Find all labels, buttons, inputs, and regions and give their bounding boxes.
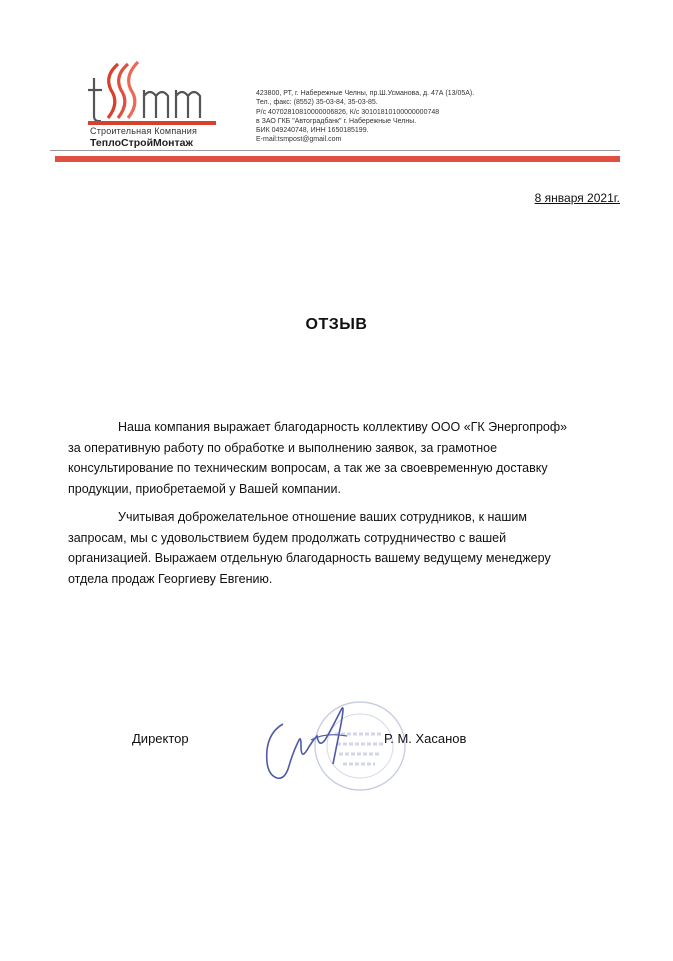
paragraph-line: отдела продаж Георгиеву Евгению. <box>68 571 273 586</box>
document-date: 8 января 2021г. <box>534 191 620 205</box>
paragraph-2 <box>68 507 628 589</box>
paragraph-line: Наша компания выражает благодарность коллективу ООО «ГК Энергопроф» <box>118 420 568 434</box>
contact-bank-account: Р/с 40702810810000006826, К/с 30101810100000000748 <box>256 108 440 116</box>
paragraph-line: продукции, приобретаемой у Вашей компании. <box>68 481 341 496</box>
signatory-name: Р. М. Хасанов <box>384 731 467 746</box>
paragraph-line: за оперативную работу по обработке и выполнению заявок, за грамотное <box>68 440 498 455</box>
header-divider-thin <box>50 150 620 151</box>
paragraph-line: консультирование по техническим вопросам, а так же за своевременную доставку <box>68 461 548 475</box>
logo-company-type: Строительная Компания <box>90 126 198 136</box>
contact-bank-name: в ЗАО ГКБ "Автоградбанк" г. Набережные Челны. <box>256 117 417 125</box>
paragraph-line: Учитывая доброжелательное отношение ваших сотрудников, к нашим <box>118 510 527 524</box>
contact-bik-inn: БИК 049240748, ИНН 1650185199. <box>256 127 369 135</box>
document-title: ОТЗЫВ <box>305 316 368 333</box>
contact-address: 423800, РТ, г. Набережные Челны, пр.Ш.Усманова, д. 47А (13/05А). <box>256 90 475 97</box>
contact-email: E-mail:tsmpost@gmail.com <box>256 136 342 144</box>
paragraph-line: организацией. Выражаем отдельную благодарность вашему ведущему менеджеру <box>68 551 551 565</box>
paragraph-line: запросам, мы с удовольствием будем продолжать сотрудничество с вашей <box>68 530 507 545</box>
header-divider-red <box>55 156 620 162</box>
logo-company-name: ТеплоСтройМонтаж <box>90 137 193 149</box>
company-contacts <box>256 89 616 145</box>
signatory-role: Директор <box>132 731 189 746</box>
paragraph-1 <box>68 417 628 499</box>
contact-phone: Тел., факс: (8552) 35-03-84, 35-03-85. <box>256 99 378 107</box>
